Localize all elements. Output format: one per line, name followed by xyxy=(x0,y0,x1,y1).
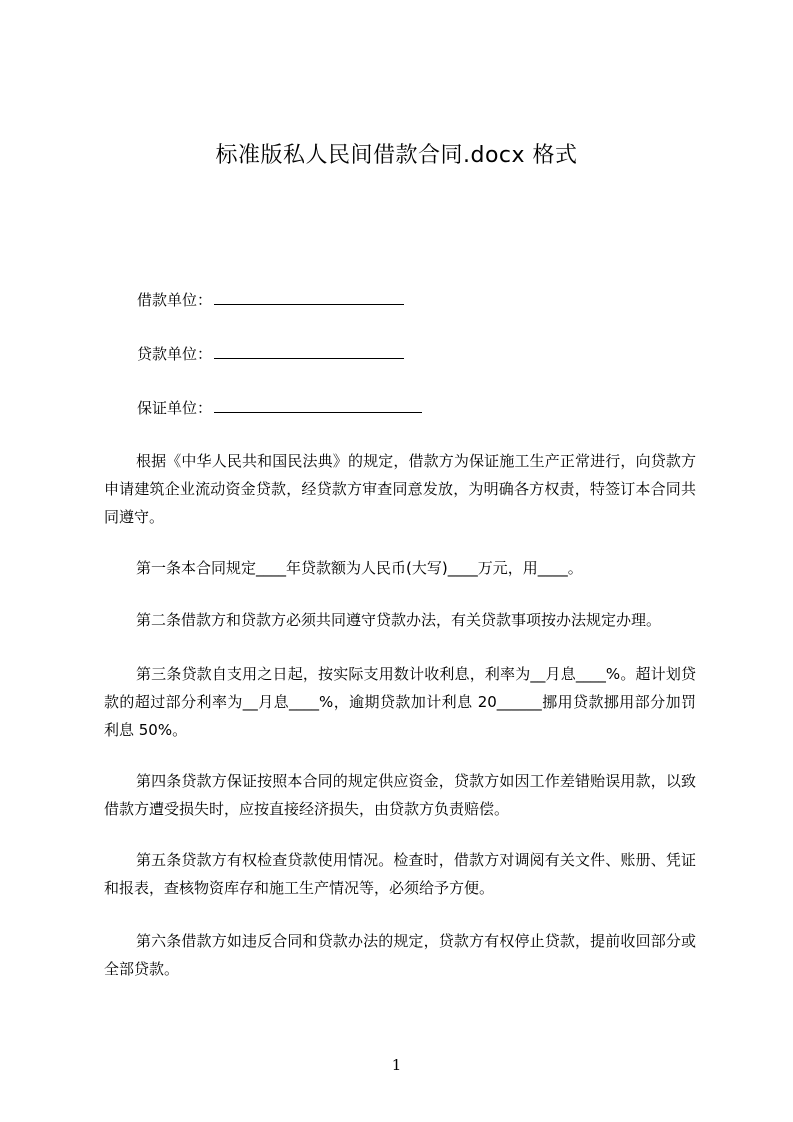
document-title: 标准版私人民间借款合同.docx 格式 xyxy=(215,143,578,168)
article-6: 第六条借款方如违反合同和贷款办法的规定，贷款方有权停止贷款，提前收回部分或全部贷款。 xyxy=(104,932,696,978)
article-5: 第五条贷款方有权检查贷款使用情况。检查时，借款方对调阅有关文件、账册、凭证和报表，查核物资库存和施工生产情况等，必须给予方便。 xyxy=(104,851,696,897)
lender-label: 贷款单位： xyxy=(137,345,213,363)
guarantor-label: 保证单位： xyxy=(137,399,213,417)
article-3: 第三条贷款自支用之日起，按实际支用数计收利息，利率为__月息____%。超计划贷款的超过部分利率为__月息____%，逾期贷款加计利息 20______挪用贷款挪用部分加罚利息 50%。 xyxy=(104,665,696,739)
lender-blank xyxy=(214,343,404,359)
article-2: 第二条借款方和贷款方必须共同遵守贷款办法，有关贷款事项按办法规定办理。 xyxy=(136,611,662,629)
article-4: 第四条贷款方保证按照本合同的规定供应资金，贷款方如因工作差错贻误用款，以致借款方遭受损失时，应按直接经济损失，由贷款方负责赔偿。 xyxy=(104,772,696,818)
page-number: 1 xyxy=(391,1056,402,1074)
lender-field xyxy=(137,343,404,365)
guarantor-blank xyxy=(214,397,422,413)
borrower-blank xyxy=(214,289,404,305)
guarantor-field xyxy=(137,397,422,419)
borrower-label: 借款单位： xyxy=(137,291,213,309)
intro-paragraph: 根据《中华人民共和国民法典》的规定，借款方为保证施工生产正常进行，向贷款方申请建筑企业流动资金贷款，经贷款方审查同意发放，为明确各方权责，特签订本合同共同遵守。 xyxy=(104,452,696,526)
article-1: 第一条本合同规定____年贷款额为人民币(大写)____万元，用____。 xyxy=(136,559,583,577)
borrower-field xyxy=(137,289,404,311)
